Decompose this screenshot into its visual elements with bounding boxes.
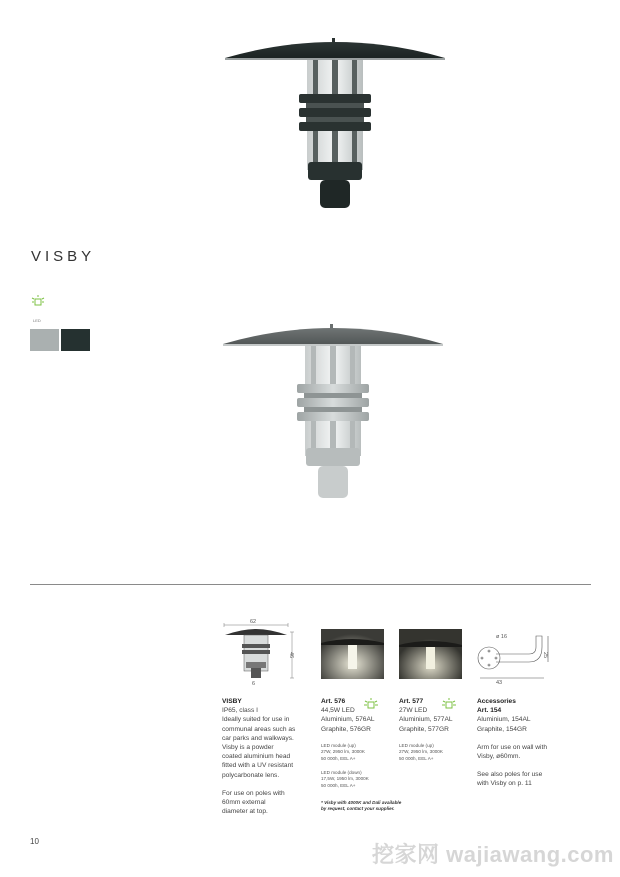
dim-diameter: ø 16 xyxy=(496,634,508,640)
spec-line: LED module (up) xyxy=(399,743,434,748)
visby-line: fitted with a UV resistant xyxy=(222,762,294,770)
visby-heading: VISBY xyxy=(222,698,242,705)
dim-arm-width: 43 xyxy=(496,680,503,686)
accessories-line: Visby, ø60mm. xyxy=(477,753,521,761)
visby-description xyxy=(222,697,317,816)
visby-line: polycarbonate lens. xyxy=(222,771,280,779)
accessories-line: with Visby on p. 11 xyxy=(477,780,532,788)
art576-line: 44,5W LED xyxy=(321,707,355,715)
spec-line: 27W, 2950 lm, 3000K xyxy=(321,749,365,755)
visby-line: Ideally suited for use in xyxy=(222,716,290,724)
visby-line: 60mm external xyxy=(222,799,266,807)
dim-height: 46 xyxy=(288,651,295,659)
note-line: by request, contact your supplier. xyxy=(321,806,395,812)
led-icon xyxy=(362,697,380,711)
art576-description xyxy=(321,697,396,734)
accessories-heading: Accessories xyxy=(477,698,516,705)
spec-line: 50 000h, EEL A+ xyxy=(321,782,356,788)
art576-heading: Art. 576 xyxy=(321,698,346,705)
spec-line: LED module (up) xyxy=(321,743,356,748)
spec-line: 50 000h, EEL A+ xyxy=(399,755,434,761)
visby-line: For use on poles with xyxy=(222,789,285,797)
accessories-art: Art. 154 xyxy=(477,707,502,715)
accessories-description xyxy=(477,697,577,789)
wall-arm-drawing xyxy=(474,630,554,688)
led-icon xyxy=(30,294,46,308)
note-line: * Visby with 4000K and Dali available xyxy=(321,800,402,805)
spec-line: LED module (down) xyxy=(321,770,362,775)
visby-line: IP65, class I xyxy=(222,707,258,715)
section-divider xyxy=(30,584,591,585)
product-title: VISBY xyxy=(31,248,96,265)
watermark: 挖家网 wajiawang.com xyxy=(372,842,614,867)
visby-line: car parks and walkways. xyxy=(222,734,294,742)
art577-line: Graphite, 577GR xyxy=(399,725,449,733)
lamp-aluminium-image xyxy=(218,322,448,502)
aluminium-swatch xyxy=(30,329,59,351)
lamp-graphite-image xyxy=(220,36,450,216)
accessories-line: See also poles for use xyxy=(477,771,543,779)
spec-line: 17,5W, 1950 lm, 3000K xyxy=(321,776,369,782)
led-label: LED xyxy=(33,318,41,323)
art577-module-up xyxy=(399,743,479,762)
dim-arm-height: 25 xyxy=(542,651,549,659)
accessories-line: Arm for use on wall with xyxy=(477,743,547,751)
art576-light-photo xyxy=(321,629,384,679)
art577-line: 27W LED xyxy=(399,707,428,715)
art577-line: Aluminium, 577AL xyxy=(399,716,453,724)
art577-heading: Art. 577 xyxy=(399,698,424,705)
dim-base: 6 xyxy=(252,681,256,687)
art577-description xyxy=(399,697,474,734)
accessories-line: Aluminium, 154AL xyxy=(477,716,531,724)
page-number: 10 xyxy=(30,837,39,846)
art576-module-down xyxy=(321,770,401,789)
visby-line: diameter at top. xyxy=(222,808,268,816)
spec-line: 50 000h, EEL A+ xyxy=(321,755,356,761)
visby-line: communal areas such as xyxy=(222,725,296,733)
visby-line: Visby is a powder xyxy=(222,744,274,752)
spec-line: 27W, 2950 lm, 3000K xyxy=(399,749,443,755)
accessories-line: Graphite, 154GR xyxy=(477,725,527,733)
dim-width: 62 xyxy=(250,619,257,625)
art576-module-up xyxy=(321,743,401,762)
availability-note xyxy=(321,800,441,813)
graphite-swatch xyxy=(61,329,90,351)
art576-line: Graphite, 576GR xyxy=(321,725,371,733)
led-icon xyxy=(440,697,458,711)
art576-line: Aluminium, 576AL xyxy=(321,716,375,724)
art577-light-photo xyxy=(399,629,462,679)
visby-line: coated aluminium head xyxy=(222,753,291,761)
